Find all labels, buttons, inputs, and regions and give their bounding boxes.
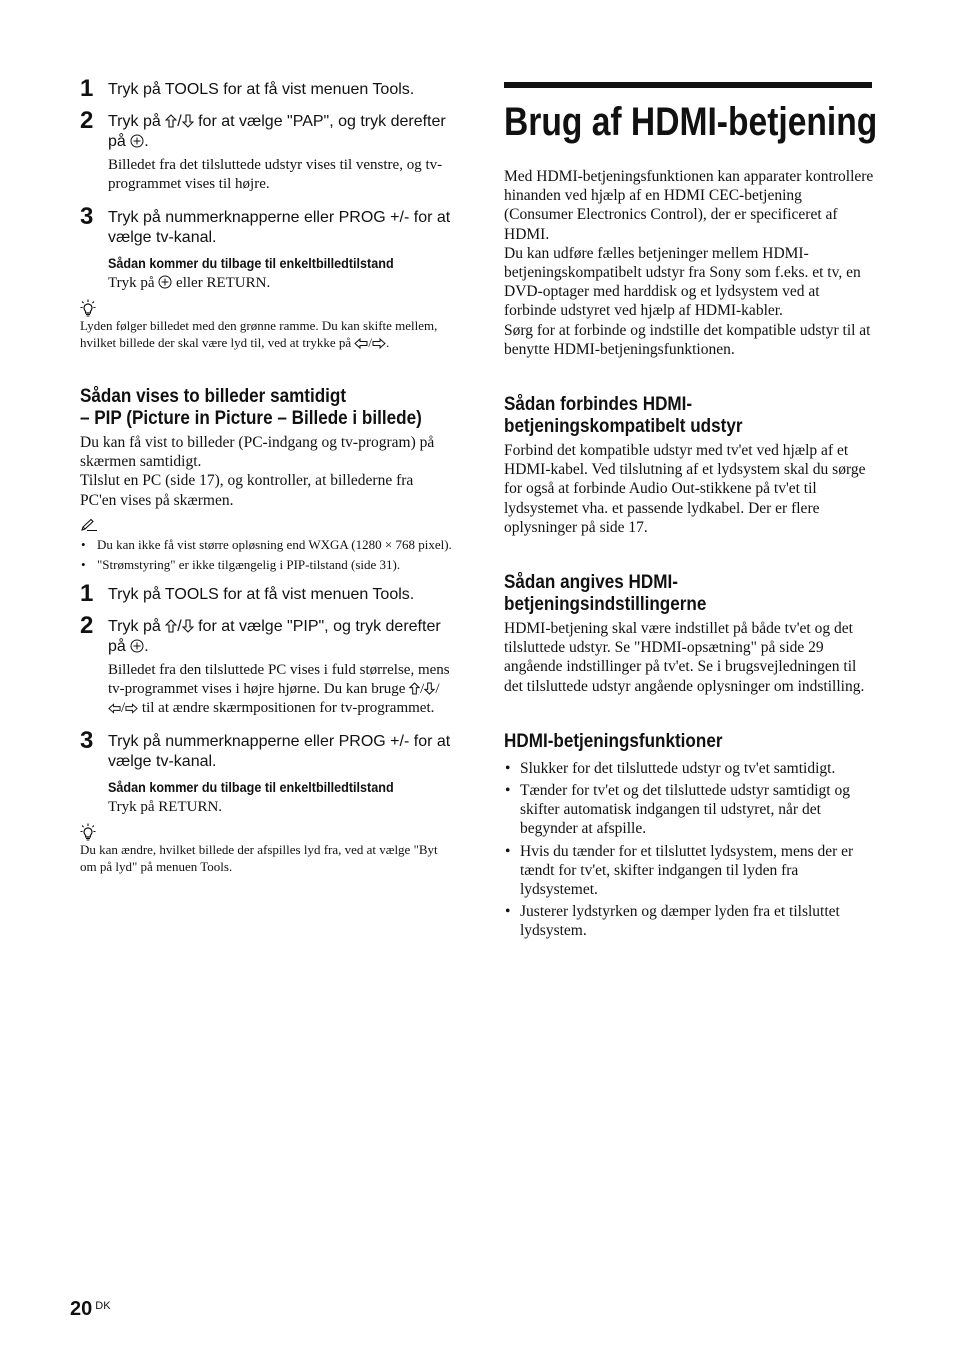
section-functions-heading: HDMI-betjeningsfunktioner bbox=[504, 730, 723, 752]
step-number: 3 bbox=[80, 726, 94, 754]
step-text: Tryk på / for at vælge "PIP", og tryk derefter på . bbox=[108, 617, 441, 655]
tip-icon bbox=[80, 299, 452, 317]
section-connect-heading-line2: betjeningskompatibelt udstyr bbox=[504, 416, 743, 438]
list-item: • Justerer lydstyrken og dæmper lyden fra et tilsluttet lydsystem. bbox=[504, 902, 874, 940]
arrow-left-icon bbox=[108, 703, 121, 714]
section-settings-heading-line2: betjeningsindstillingerne bbox=[504, 594, 707, 616]
pip-heading-line2: – PIP (Picture in Picture – Billede i billede) bbox=[80, 408, 422, 429]
step-number: 2 bbox=[80, 107, 94, 134]
functions-list bbox=[504, 759, 874, 941]
return-instruction: Tryk på eller RETURN. bbox=[108, 275, 271, 291]
return-instruction: Tryk på RETURN. bbox=[108, 798, 223, 815]
pap-step-3 bbox=[80, 203, 452, 293]
arrow-down-icon bbox=[424, 682, 435, 695]
return-subheading: Sådan kommer du tilbage til enkeltbilledtilstand bbox=[108, 255, 394, 271]
arrow-up-icon bbox=[409, 682, 420, 695]
arrow-down-icon bbox=[182, 114, 194, 128]
step-description: Billedet fra det tilsluttede udstyr vises til venstre, og tv-programmet vises til højre. bbox=[108, 157, 443, 192]
page-title: Brug af HDMI-betjening bbox=[504, 100, 878, 144]
language-code: DK bbox=[95, 1300, 111, 1312]
arrow-up-icon bbox=[165, 619, 177, 633]
section-settings-body: HDMI-betjening skal være indstillet på både tv'et og det tilsluttede udstyr. Se "HDMI-opsætning" på side 29 angående indstillinger på tv'et. Se i brugsvejledningen til det tilsluttede udstyr angående oplysninger om indstilling. bbox=[504, 620, 865, 695]
list-item: • Du kan ikke få vist større opløsning end WXGA (1280 × 768 pixel). bbox=[80, 536, 452, 553]
pip-heading-line1: Sådan vises to billeder samtidigt bbox=[80, 386, 347, 407]
section-connect-heading-line1: Sådan forbindes HDMI- bbox=[504, 394, 693, 416]
pap-step-2 bbox=[80, 107, 452, 194]
step-text: Tryk på nummerknapperne eller PROG +/- for at vælge tv-kanal. bbox=[108, 732, 451, 770]
intro-paragraph-1: Med HDMI-betjeningsfunktionen kan apparater kontrollere hinanden ved hjælp af en HDMI CEC-betjening (Consumer Electronics Control), der er specificeret af HDMI. bbox=[504, 168, 874, 243]
arrow-right-icon bbox=[372, 338, 386, 349]
intro-paragraph-2: Du kan udføre fælles betjeninger mellem HDMI-betjeningskompatibelt udstyr fra Sony som f.eks. et tv, en DVD-optager med harddisk og et lydsystem ved at forbinde udstyret ved hjælp af HDMI-kabler. bbox=[504, 244, 861, 320]
list-item: • "Strømstyring" er ikke tilgængelig i PIP-tilstand (side 31). bbox=[80, 556, 452, 573]
pip-paragraph-1: Du kan få vist to billeder (PC-indgang og tv-program) på skærmen samtidigt. bbox=[80, 434, 435, 471]
page-number: 20 bbox=[70, 1298, 93, 1320]
arrow-left-icon bbox=[354, 338, 368, 349]
enter-icon bbox=[130, 639, 144, 653]
note-pencil-icon bbox=[80, 518, 452, 534]
arrow-down-icon bbox=[182, 619, 194, 633]
step-text: Tryk på nummerknapperne eller PROG +/- for at vælge tv-kanal. bbox=[108, 209, 451, 246]
step-text: Tryk på TOOLS for at få vist menuen Tools. bbox=[108, 81, 415, 98]
pip-paragraph-2: Tilslut en PC (side 17), og kontroller, at billederne fra PC'en vises på skærmen. bbox=[80, 472, 414, 509]
step-number: 1 bbox=[80, 579, 94, 607]
right-column bbox=[504, 82, 878, 944]
section-settings-heading-line1: Sådan angives HDMI- bbox=[504, 572, 678, 594]
notes-list bbox=[80, 536, 452, 573]
step-number: 1 bbox=[80, 75, 94, 102]
list-item: • Tænder for tv'et og det tilsluttede udstyr samtidigt og skifter automatisk indgangen til udstyret, når det begynder at afspille. bbox=[504, 781, 874, 839]
section-connect-body: Forbind det kompatible udstyr med tv'et ved hjælp af et HDMI-kabel. Ved tilslutning af et lydsystem skal du sørge for også at forbinde Audio Out-stikkene på tv'et til lydsystemet vha. et passende lydkabel. Der er flere oplysninger på side 17. bbox=[504, 442, 866, 536]
page-footer bbox=[70, 1298, 111, 1321]
enter-icon bbox=[130, 134, 144, 148]
list-item: • Hvis du tænder for et tilsluttet lydsystem, mens der er tændt for tv'et, skifter indgangen til lyden fra lydsystemet. bbox=[504, 842, 874, 900]
intro-paragraph-3: Sørg for at forbinde og indstille det kompatible udstyr til at benytte HDMI-betjeningsfunktionen. bbox=[504, 321, 871, 358]
list-item: • Slukker for det tilsluttede udstyr og tv'et samtidigt. bbox=[504, 759, 874, 778]
step-description: Billedet fra den tilsluttede PC vises i fuld størrelse, mens tv-programmet vises i højre hjørne. Du kan bruge / // til at ændre skærmpositionen for tv-programmet. bbox=[108, 661, 450, 716]
step-number: 3 bbox=[80, 203, 94, 230]
step-text: Tryk på TOOLS for at få vist menuen Tools. bbox=[108, 585, 415, 603]
title-rule bbox=[504, 82, 872, 88]
pip-step-2 bbox=[80, 611, 452, 718]
pip-step-1 bbox=[80, 579, 452, 607]
step-number: 2 bbox=[80, 611, 94, 639]
left-column bbox=[80, 75, 452, 875]
arrow-right-icon bbox=[125, 703, 138, 714]
tip-text: Lyden følger billedet med den grønne ramme. Du kan skifte mellem, hvilket billede der skal være lyd til, ved at trykke på / . bbox=[80, 318, 438, 350]
enter-icon bbox=[158, 275, 172, 289]
pip-step-3 bbox=[80, 726, 452, 817]
step-text: Tryk på / for at vælge "PAP", og tryk derefter på . bbox=[108, 113, 446, 150]
tip-text: Du kan ændre, hvilket billede der afspilles lyd fra, ved at vælge "Byt om på lyd" på menuen Tools. bbox=[80, 841, 438, 874]
pap-step-1 bbox=[80, 75, 452, 102]
tip-icon bbox=[80, 823, 452, 841]
arrow-up-icon bbox=[165, 114, 177, 128]
return-subheading: Sådan kommer du tilbage til enkeltbilledtilstand bbox=[108, 778, 394, 795]
